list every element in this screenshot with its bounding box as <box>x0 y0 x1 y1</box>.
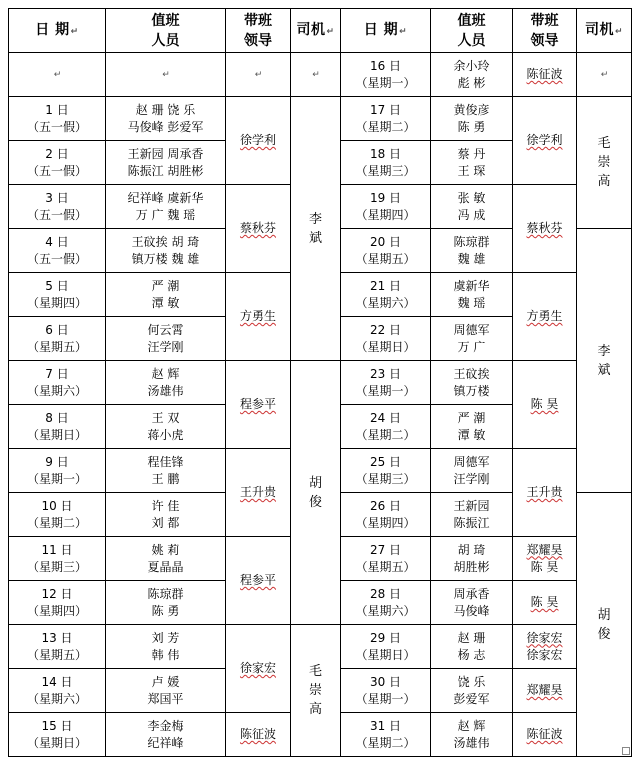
date-cell-left-text: （星期五） <box>26 647 87 662</box>
header-driver-right: 司机↵ <box>577 9 632 53</box>
staff-cell-right-text: 陈 勇 <box>457 119 486 134</box>
duty-roster-table <box>8 8 632 757</box>
date-cell-left-text: （五一假） <box>26 207 87 222</box>
date-cell-left-text: （星期五） <box>26 339 87 354</box>
staff-cell-right <box>431 97 513 141</box>
staff-cell-right-text: 镇万楼 <box>453 383 490 398</box>
staff-cell-right-text: 余小玲 <box>453 58 490 73</box>
page-corner-mark <box>622 747 630 755</box>
date-cell-left-text: （五一假） <box>26 119 87 134</box>
date-cell-right-text: （星期二） <box>355 427 416 442</box>
staff-cell-left-text: 李金梅 <box>147 718 184 733</box>
leader-cell-left-text: 徐学利 <box>239 133 276 147</box>
leader-cell-left <box>226 97 291 185</box>
date-cell-left-text: （星期二） <box>26 515 87 530</box>
date-cell-right <box>341 141 431 185</box>
date-cell-right-text: 18 日 <box>369 146 402 161</box>
date-cell-right <box>341 361 431 405</box>
staff-cell-right <box>431 537 513 581</box>
leader-cell-right <box>513 361 577 449</box>
staff-cell-left <box>106 537 226 581</box>
staff-cell-left-text: 纪祥峰 虞新华 <box>127 190 204 205</box>
date-cell-right-text: （星期二） <box>355 735 416 750</box>
header-driver-left: 司机↵ <box>291 9 341 53</box>
staff-cell-right-text: 周德军 <box>453 454 490 469</box>
driver-cell-right <box>577 53 632 97</box>
date-cell-right-text: （星期六） <box>355 295 416 310</box>
date-cell-left-text: 6 日 <box>45 322 69 337</box>
staff-cell-right <box>431 317 513 361</box>
staff-cell-left <box>106 361 226 405</box>
staff-cell-left-text: 程佳锋 <box>147 454 184 469</box>
date-cell-right <box>341 273 431 317</box>
staff-cell-right-text: 张 敏 <box>457 190 486 205</box>
date-cell-left-text: 15 日 <box>41 718 73 733</box>
date-cell-left-text: （五一假） <box>26 163 87 178</box>
staff-cell-left-text: 严 潮 <box>151 278 180 293</box>
leader-cell-right-text: 徐学利 <box>526 133 563 147</box>
date-cell-left-text: （星期一） <box>26 471 87 486</box>
staff-cell-right <box>431 185 513 229</box>
leader-cell-left-text: 程参平 <box>239 397 276 411</box>
staff-cell-right-text: 万 广 <box>457 339 486 354</box>
staff-cell-left <box>106 669 226 713</box>
date-cell-right <box>341 405 431 449</box>
date-cell-right <box>341 669 431 713</box>
staff-cell-left-text: 王 鹏 <box>151 471 180 486</box>
date-cell-left <box>9 713 106 757</box>
header-date-right: 日 期↵ <box>341 9 431 53</box>
driver-cell-right-text: 胡俊 <box>597 607 611 642</box>
date-cell-right-text: 19 日 <box>369 190 402 205</box>
date-cell-right-text: （星期一） <box>355 383 416 398</box>
roster-row <box>9 97 632 141</box>
date-cell-left-text: 7 日 <box>45 366 69 381</box>
staff-cell-right-text: 马俊峰 <box>453 603 490 618</box>
staff-cell-left <box>106 405 226 449</box>
date-cell-left-text: （星期三） <box>26 559 87 574</box>
date-cell-right-text: 23 日 <box>369 366 402 381</box>
date-cell-right <box>341 625 431 669</box>
staff-cell-left <box>106 625 226 669</box>
staff-cell-left <box>106 449 226 493</box>
staff-cell-right-text: 胡 琦 <box>457 542 486 557</box>
staff-cell-left-text: 郑国平 <box>147 691 184 706</box>
leader-cell-left <box>226 625 291 713</box>
date-cell-right-text: （星期六） <box>355 603 416 618</box>
header-staff-left: 值班 人员 <box>106 9 226 53</box>
date-cell-right-text: 21 日 <box>369 278 402 293</box>
header-row <box>9 9 632 53</box>
staff-cell-left-text: 许 佳 <box>151 498 180 513</box>
staff-cell-right <box>431 669 513 713</box>
leader-cell-right <box>513 53 577 97</box>
leader-cell-right <box>513 97 577 185</box>
staff-cell-left <box>106 185 226 229</box>
staff-cell-right <box>431 493 513 537</box>
staff-cell-left <box>106 141 226 185</box>
staff-cell-right-text: 陈振江 <box>453 515 490 530</box>
leader-cell-right <box>513 669 577 713</box>
staff-cell-left-text: 潭 敏 <box>151 295 180 310</box>
date-cell-right-text: （星期一） <box>355 75 416 90</box>
date-cell-right <box>341 713 431 757</box>
date-cell-left <box>9 273 106 317</box>
date-cell-left-text: 3 日 <box>45 190 69 205</box>
leader-cell-left <box>226 713 291 757</box>
staff-cell-left-text: 陈 勇 <box>151 603 180 618</box>
staff-cell-left-text: 陈振江 胡胜彬 <box>127 163 204 178</box>
date-cell-left <box>9 405 106 449</box>
date-cell-right-text: （星期五） <box>355 559 416 574</box>
staff-cell-right-text: 周承香 <box>453 586 490 601</box>
staff-cell-right <box>431 229 513 273</box>
date-cell-left <box>9 229 106 273</box>
staff-cell-left-text: 汪学刚 <box>147 339 184 354</box>
date-cell-left <box>9 141 106 185</box>
date-cell-right-text: 22 日 <box>369 322 402 337</box>
date-cell-right <box>341 97 431 141</box>
leader-cell-left <box>226 53 291 97</box>
date-cell-left-text: （星期日） <box>26 427 87 442</box>
staff-cell-right-text: 陈琼群 <box>453 234 490 249</box>
date-cell-right-text: （星期四） <box>355 515 416 530</box>
leader-cell-right <box>513 581 577 625</box>
staff-cell-left-text: 陈琼群 <box>147 586 184 601</box>
staff-cell-right-text: 魏 瑶 <box>457 295 486 310</box>
date-cell-left-text: 4 日 <box>45 234 69 249</box>
staff-cell-right <box>431 625 513 669</box>
date-cell-right-text: 20 日 <box>369 234 402 249</box>
date-cell-left <box>9 53 106 97</box>
staff-cell-left <box>106 97 226 141</box>
date-cell-right-text: 25 日 <box>369 454 402 469</box>
staff-cell-right-text: 汪学刚 <box>453 471 490 486</box>
staff-cell-right-text: 冯 成 <box>457 207 486 222</box>
date-cell-right <box>341 449 431 493</box>
leader-cell-right-text: 郑耀昊 <box>526 683 563 697</box>
staff-cell-right <box>431 405 513 449</box>
staff-cell-right-text: 魏 雄 <box>457 251 486 266</box>
leader-cell-right <box>513 537 577 581</box>
driver-cell-right-para-mark: ↵ <box>600 70 609 80</box>
date-cell-right-text: （星期二） <box>355 119 416 134</box>
leader-cell-left-text: 程参平 <box>239 573 276 587</box>
date-cell-right-text: （星期三） <box>355 471 416 486</box>
leader-cell-left-text: 王升贵 <box>239 485 276 499</box>
staff-cell-right-text: 蔡 丹 <box>457 146 486 161</box>
date-cell-right-text: 27 日 <box>369 542 402 557</box>
staff-cell-right <box>431 141 513 185</box>
staff-cell-left <box>106 53 226 97</box>
date-cell-left-para-mark: ↵ <box>53 70 62 80</box>
date-cell-left-text: （星期四） <box>26 603 87 618</box>
staff-cell-right-text: 虞新华 <box>453 278 490 293</box>
date-cell-right-text: （星期一） <box>355 691 416 706</box>
date-cell-right-text: （星期五） <box>355 251 416 266</box>
header-staff-right: 值班 人员 <box>431 9 513 53</box>
staff-cell-right-text: 彭爱军 <box>453 691 490 706</box>
leader-cell-left-text: 方勇生 <box>239 309 276 323</box>
roster-row <box>9 361 632 405</box>
leader-cell-left-para-mark: ↵ <box>254 70 263 80</box>
staff-cell-right-text: 王砇挨 <box>453 366 490 381</box>
leader-cell-right-text: 方勇生 <box>526 309 563 323</box>
staff-cell-right-text: 严 潮 <box>457 410 486 425</box>
leader-cell-left <box>226 273 291 361</box>
driver-cell-left-text: 李斌 <box>308 211 322 246</box>
leader-cell-right <box>513 449 577 537</box>
staff-cell-right-text: 汤雄伟 <box>453 735 490 750</box>
driver-cell-right-text: 毛崇高 <box>597 136 611 189</box>
staff-cell-left <box>106 229 226 273</box>
staff-cell-right-text: 赵 辉 <box>457 718 486 733</box>
date-cell-right-text: 17 日 <box>369 102 402 117</box>
staff-cell-left <box>106 317 226 361</box>
staff-cell-left-text: 夏晶晶 <box>147 559 184 574</box>
driver-cell-left-text: 毛崇高 <box>308 664 322 717</box>
date-cell-left-text: 9 日 <box>45 454 69 469</box>
leader-cell-right-text: 陈征波 <box>526 67 563 81</box>
date-cell-left <box>9 669 106 713</box>
leader-cell-left-text: 徐家宏 <box>239 661 276 675</box>
date-cell-right <box>341 537 431 581</box>
staff-cell-left-text: 蒋小虎 <box>147 427 184 442</box>
date-cell-right-text: （星期三） <box>355 163 416 178</box>
staff-cell-right <box>431 713 513 757</box>
leader-cell-left <box>226 361 291 449</box>
leader-cell-right-text: 陈 昊 <box>530 595 559 609</box>
leader-cell-left-text: 蔡秋芬 <box>239 221 276 235</box>
driver-cell-left <box>291 361 341 625</box>
staff-cell-left-text: 汤雄伟 <box>147 383 184 398</box>
date-cell-left <box>9 185 106 229</box>
staff-cell-left <box>106 493 226 537</box>
date-cell-right <box>341 53 431 97</box>
date-cell-left-text: （星期六） <box>26 691 87 706</box>
date-cell-left-text: 12 日 <box>41 586 73 601</box>
date-cell-left <box>9 449 106 493</box>
date-cell-right <box>341 493 431 537</box>
staff-cell-right <box>431 273 513 317</box>
leader-cell-left <box>226 185 291 273</box>
date-cell-left-text: 5 日 <box>45 278 69 293</box>
date-cell-left <box>9 317 106 361</box>
driver-cell-left <box>291 97 341 361</box>
staff-cell-left-text: 王 双 <box>151 410 180 425</box>
staff-cell-right <box>431 53 513 97</box>
leader-cell-right <box>513 273 577 361</box>
staff-cell-left-text: 王砇挨 胡 琦 <box>131 234 200 249</box>
date-cell-left-text: （星期六） <box>26 383 87 398</box>
staff-cell-right <box>431 361 513 405</box>
date-cell-right-text: 26 日 <box>369 498 402 513</box>
leader-cell-left <box>226 449 291 537</box>
staff-cell-left-text: 万 广 魏 瑶 <box>135 207 196 222</box>
driver-cell-left-text: 胡俊 <box>308 475 322 510</box>
staff-cell-right-text: 赵 珊 <box>457 630 486 645</box>
staff-cell-left-text: 卢 媛 <box>151 674 180 689</box>
leader-cell-right <box>513 625 577 669</box>
date-cell-right <box>341 317 431 361</box>
date-cell-left-text: 14 日 <box>41 674 73 689</box>
date-cell-right-text: （星期日） <box>355 339 416 354</box>
staff-cell-right-text: 周德军 <box>453 322 490 337</box>
date-cell-right-text: 31 日 <box>369 718 402 733</box>
staff-cell-left-text: 纪祥峰 <box>147 735 184 750</box>
leader-cell-right <box>513 713 577 757</box>
driver-cell-right-text: 李斌 <box>597 343 611 378</box>
staff-cell-left-text: 刘 都 <box>151 515 180 530</box>
staff-cell-left-text: 刘 芳 <box>151 630 180 645</box>
driver-cell-right <box>577 229 632 493</box>
leader-cell-left-text: 陈征波 <box>239 727 276 741</box>
header-leader-left: 带班 领导 <box>226 9 291 53</box>
duty-roster-sheet <box>8 8 632 757</box>
date-cell-right-text: （星期四） <box>355 207 416 222</box>
date-cell-left-text: 10 日 <box>41 498 73 513</box>
staff-cell-left-text: 姚 莉 <box>151 542 180 557</box>
staff-cell-left-text: 何云霄 <box>147 322 184 337</box>
date-cell-right-text: 29 日 <box>369 630 402 645</box>
date-cell-left <box>9 361 106 405</box>
staff-cell-right-text: 彪 彬 <box>457 75 486 90</box>
staff-cell-left-para-mark: ↵ <box>162 70 170 80</box>
leader-cell-right-text: 蔡秋芬 <box>526 221 563 235</box>
staff-cell-right <box>431 449 513 493</box>
staff-cell-left-text: 王新园 周承香 <box>127 146 204 161</box>
leader-cell-right-text: 郑耀昊 <box>526 542 563 557</box>
staff-cell-left-text: 赵 珊 饶 乐 <box>135 102 196 117</box>
staff-cell-right <box>431 581 513 625</box>
date-cell-left <box>9 537 106 581</box>
staff-cell-right-text: 王新园 <box>453 498 490 513</box>
staff-cell-left <box>106 273 226 317</box>
driver-cell-left-para-mark: ↵ <box>312 70 320 80</box>
date-cell-left-text: 11 日 <box>41 542 73 557</box>
date-cell-left-text: （星期日） <box>26 735 87 750</box>
date-cell-left <box>9 493 106 537</box>
date-cell-right-text: 24 日 <box>369 410 402 425</box>
driver-cell-left <box>291 625 341 757</box>
date-cell-left-text: 8 日 <box>45 410 69 425</box>
staff-cell-right-text: 潭 敏 <box>457 427 486 442</box>
date-cell-right <box>341 229 431 273</box>
leader-cell-right-text: 徐家宏 <box>526 630 563 645</box>
leader-cell-right <box>513 185 577 273</box>
date-cell-left <box>9 625 106 669</box>
date-cell-left-text: 13 日 <box>41 630 73 645</box>
roster-row <box>9 53 632 97</box>
date-cell-right-text: （星期日） <box>355 647 416 662</box>
staff-cell-left <box>106 713 226 757</box>
leader-cell-left <box>226 537 291 625</box>
date-cell-left <box>9 97 106 141</box>
date-cell-left-text: （星期四） <box>26 295 87 310</box>
staff-cell-left-text: 赵 辉 <box>151 366 180 381</box>
leader-cell-right-text: 陈征波 <box>526 727 563 741</box>
staff-cell-left <box>106 581 226 625</box>
leader-cell-right-text: 徐家宏 <box>526 647 563 662</box>
date-cell-right <box>341 185 431 229</box>
date-cell-left-text: 2 日 <box>45 146 69 161</box>
driver-cell-right <box>577 493 632 757</box>
roster-row <box>9 625 632 669</box>
date-cell-left-text: （五一假） <box>26 251 87 266</box>
header-leader-right: 带班 领导 <box>513 9 577 53</box>
staff-cell-right-text: 胡胜彬 <box>453 559 490 574</box>
staff-cell-right-text: 饶 乐 <box>457 674 486 689</box>
leader-cell-right-text: 陈 昊 <box>530 559 559 574</box>
staff-cell-left-text: 韩 伟 <box>151 647 180 662</box>
staff-cell-left-text: 镇万楼 魏 雄 <box>131 251 200 266</box>
staff-cell-right-text: 王 琛 <box>457 163 486 178</box>
staff-cell-right-text: 黄俊彦 <box>453 102 490 117</box>
date-cell-left-text: 1 日 <box>45 102 69 117</box>
leader-cell-right-text: 王升贵 <box>526 485 563 499</box>
header-date-left: 日 期↵ <box>9 9 106 53</box>
date-cell-right <box>341 581 431 625</box>
driver-cell-right <box>577 97 632 229</box>
staff-cell-left-text: 马俊峰 彭爱军 <box>127 119 204 134</box>
staff-cell-right-text: 杨 志 <box>457 647 486 662</box>
date-cell-left <box>9 581 106 625</box>
leader-cell-right-text: 陈 昊 <box>530 397 559 411</box>
date-cell-right-text: 28 日 <box>369 586 402 601</box>
date-cell-right-text: 30 日 <box>369 674 402 689</box>
driver-cell-left <box>291 53 341 97</box>
roster-body <box>9 53 632 757</box>
date-cell-right-text: 16 日 <box>369 58 402 73</box>
